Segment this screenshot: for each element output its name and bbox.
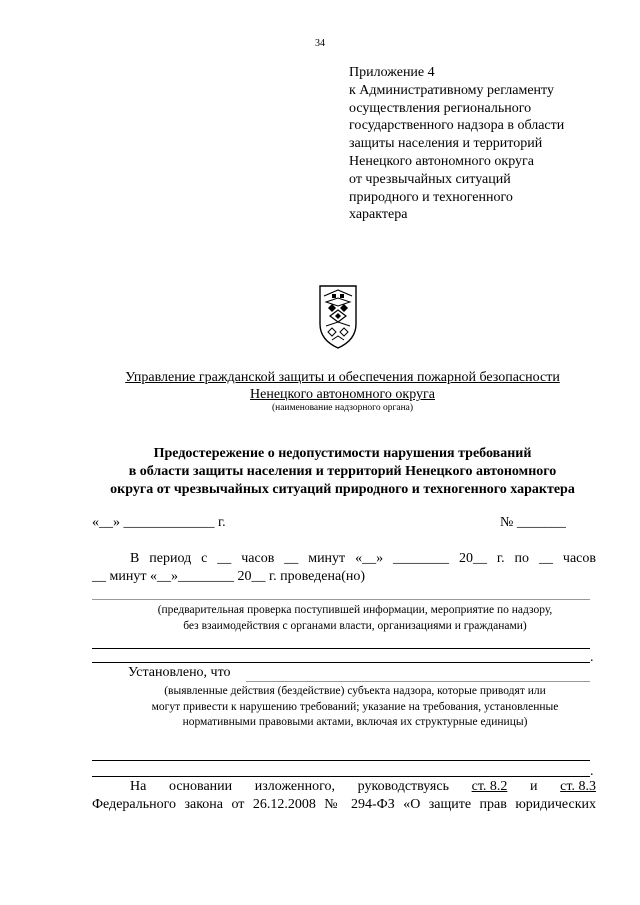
period-word: __: [538, 551, 553, 566]
period-word: «__»: [355, 551, 384, 566]
title-line: округа от чрезвычайных ситуаций природного и техногенного характера: [110, 482, 575, 497]
established-caption: [60, 684, 640, 731]
appendix-line: характера: [349, 207, 408, 223]
check-caption: [60, 603, 640, 634]
number-field: № _______: [500, 515, 566, 530]
basis-word: На: [130, 779, 147, 794]
period-word: 20__: [458, 551, 487, 566]
law-link-art-8-2[interactable]: ст. 8.2: [471, 779, 508, 794]
document-title: [60, 445, 625, 499]
appendix-block: [349, 64, 629, 224]
period-word: __: [217, 551, 232, 566]
caption-line: без взаимодействия с органами власти, организациями и гражданами): [183, 619, 527, 632]
organization-region: Ненецкого автономного округа: [250, 387, 435, 402]
caption-line: (выявленные действия (бездействие) субъекта надзора, которые приводят или: [164, 685, 546, 697]
period-word: часов: [562, 551, 596, 566]
period-word: минут: [308, 551, 346, 566]
title-line: в области защиты населения и территорий Ненецкого автономного: [128, 464, 557, 479]
appendix-line: от чрезвычайных ситуаций: [349, 171, 511, 187]
title-line: Предостережение о недопустимости нарушения требований: [153, 446, 532, 461]
appendix-line: природного и техногенного: [349, 189, 513, 205]
caption-line: могут привести к нарушению требований; указание на требования, установленные: [151, 700, 559, 713]
period-word: ________: [393, 551, 450, 566]
appendix-line: Ненецкого автономного округа: [349, 153, 534, 169]
fill-line: [92, 662, 590, 663]
period-word: __: [284, 551, 299, 566]
appendix-line: государственного надзора в области: [349, 118, 565, 134]
basis-line-2: Федерального закона от 26.12.2008 № 294-ФЗ «О защите прав юридических: [92, 797, 596, 812]
date-field: «__» _____________ г.: [92, 515, 226, 530]
fill-line: [92, 760, 590, 761]
appendix-line: защиты населения и территорий: [349, 136, 543, 152]
fill-line: [92, 776, 590, 777]
period-word: В: [130, 551, 140, 566]
basis-word: основании: [168, 779, 233, 794]
period-mark: .: [590, 650, 594, 665]
period-word: с: [201, 551, 208, 566]
basis-word: руководствуясь: [357, 779, 449, 794]
law-link-art-8-3[interactable]: ст. 8.3: [560, 779, 596, 794]
period-line-1: [130, 551, 596, 567]
established-period: .: [590, 764, 594, 779]
period-word: часов: [241, 551, 275, 566]
appendix-line: осуществления регионального: [349, 100, 532, 116]
page-number: 34: [315, 38, 325, 49]
basis-word: и: [530, 779, 538, 794]
fill-line: [246, 681, 590, 682]
coat-of-arms-icon: [318, 284, 358, 350]
organization-caption: (наименование надзорного органа): [271, 403, 414, 413]
organization-name: Управление гражданской защиты и обеспечения пожарной безопасности: [125, 370, 560, 385]
period-word: г.: [496, 551, 505, 566]
appendix-line: Приложение 4: [349, 65, 435, 80]
period-line-2: __ минут «__»________ 20__ г. проведена(но): [92, 569, 366, 584]
fill-line: [92, 648, 590, 649]
fill-line: [92, 599, 590, 600]
caption-line: (предварительная проверка поступившей информации, мероприятие по надзору,: [157, 604, 553, 616]
appendix-line: к Административному регламенту: [349, 82, 554, 98]
basis-word: изложенного,: [254, 779, 336, 794]
basis-line-1: [130, 779, 596, 795]
period-word: по: [514, 551, 530, 566]
established-label: Установлено, что: [128, 665, 231, 680]
caption-line: нормативными правовыми актами, включая их структурные единицы): [182, 716, 528, 728]
period-word: период: [149, 551, 192, 566]
